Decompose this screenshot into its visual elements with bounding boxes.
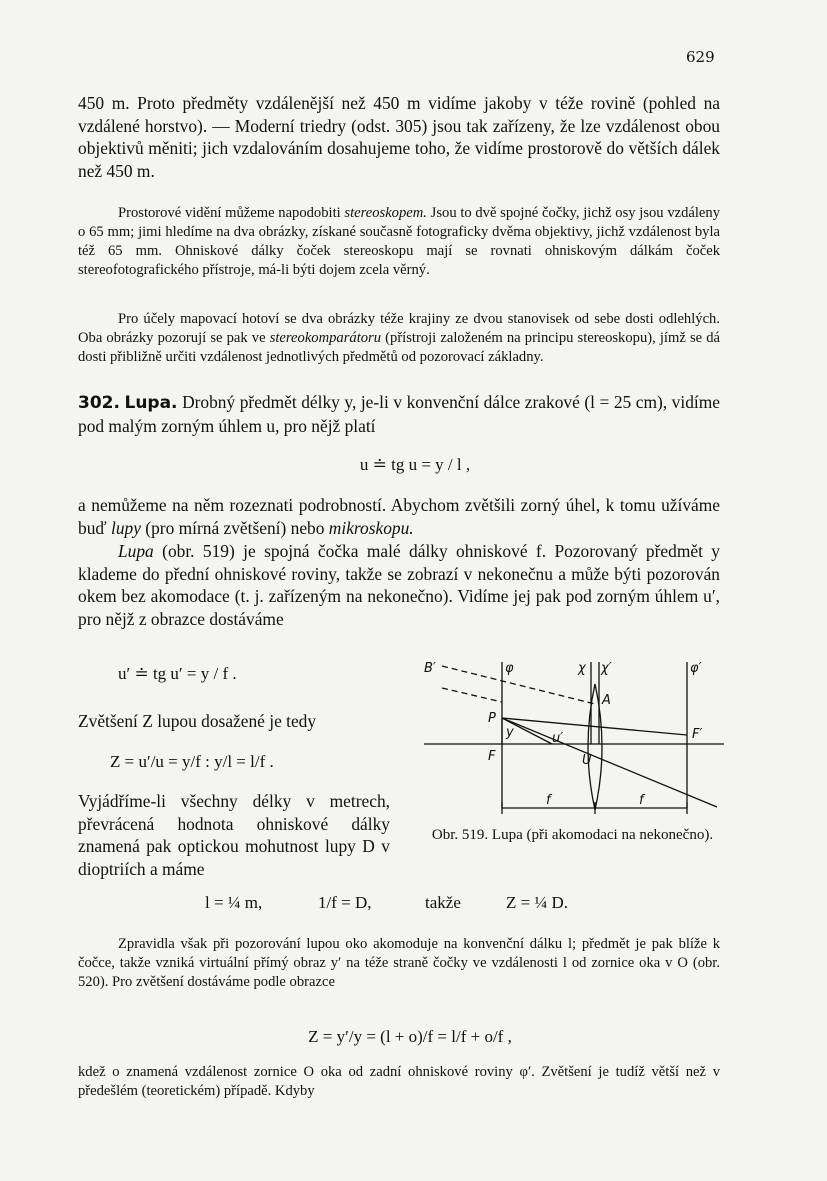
term-stereokomparator: stereokomparátoru: [269, 330, 382, 346]
label-a: A: [602, 693, 611, 708]
label-phi: φ: [505, 661, 514, 676]
ray-2: [502, 718, 717, 807]
label-b-prime: B′: [424, 661, 436, 676]
label-dim-f1: f: [546, 793, 551, 808]
paragraph-triedry: 450 m. Proto předměty vzdálenější než 450 m vidíme jakoby v téže rovině (pohled na vzdálené horstvo). — Moderní triedry (odst. 305) jsou tak zařízeny, že lze vzdálenost obou objektivů měniti; jich vzdalováním dosahujeme toho, že vidíme prostorově do větších dálek než 450 m.: [78, 93, 720, 181]
label-dim-f2: f: [639, 793, 644, 808]
equation-5: Z = y′/y = (l + o)/f = l/f + o/f ,: [308, 1027, 512, 1046]
paragraph-zorny-uhel: a nemůžeme na něm rozeznati podrobností. Abychom zvětšili zorný úhel, k tomu užíváme buď lupy (pro mírná zvětšení) nebo mikroskopu.: [78, 495, 720, 538]
paragraph-dioptrie: Vyjádříme-li všechny délky v metrech, převrácená hodnota ohniskové dálky znamená pak optickou mohutnost lupy D v dioptriích a máme: [78, 791, 390, 879]
paragraph-zvetseni: Zvětšení Z lupou dosažené je tedy: [78, 711, 317, 731]
equation-4b: 1/f = D,: [318, 893, 372, 912]
term-stereoskop: stereoskopem.: [344, 205, 427, 221]
paragraph-zaver: kdež o znamená vzdálenost zornice O oka od zadní ohniskové roviny φ′. Zvětšení je tudíž větší než v předešlém (teoretickém) případě. Kdyby: [78, 1064, 720, 1099]
paragraph-akomodace: Zpravidla však při pozorování lupou oko akomoduje na konvenční dálku l; předmět je pak blíže k čočce, takže vzniká virtuální přímý obraz y′ na téže straně čočky ve vzdálenosti l od zornice oka v O (obr. 520). Pro zvětšení dostáváme podle obrazce: [78, 936, 720, 990]
label-u: U: [582, 753, 592, 768]
label-y: y: [506, 725, 514, 740]
label-chi-prime: χ′: [601, 661, 612, 676]
section-title: Lupa.: [124, 393, 178, 413]
equation-4c: takže: [425, 893, 461, 912]
ray-dashed-1: [442, 666, 595, 704]
figure-519: [412, 652, 730, 827]
equation-3: Z = u′/u = y/f : y/l = l/f .: [110, 752, 274, 771]
equation-4a: l = ¼ m,: [205, 893, 263, 912]
paragraph-stereoskop: Prostorové vidění můžeme napodobiti stereoskopem. Jsou to dvě spojné čočky, jichž osy jsou vzdáleny o 65 mm; jimi hledíme na dva obrázky, získané současně fotograficky dvěma objektivy, jichž vzdálenost byla též 65 mm. Ohniskové dálky čoček stereoskopu mají se rovnati ohniskovým dálkám čoček stereofotografického přístroje, má-li býti dojem zcela věrný.: [78, 205, 720, 278]
equation-2: u′ ≐ tg u′ = y / f .: [118, 664, 237, 683]
equation-1: u ≐ tg u = y / l ,: [359, 455, 471, 474]
ray-dashed-2: [442, 688, 502, 702]
paragraph-lupa-definice: Lupa (obr. 519) je spojná čočka malé dálky ohniskové f. Pozorovaný předmět y klademe do přední ohniskové roviny, takže se zobrazí v nekonečnu a může býti pozorován okem bez akomodace (t. j. zařízeným na nekonečno). Vidíme jej pak pod zorným úhlem u′, pro nějž z obrazce dostáváme: [78, 541, 720, 629]
label-f-back: F′: [692, 727, 703, 742]
label-chi: χ: [578, 661, 586, 676]
label-p: P: [488, 711, 496, 726]
paragraph-lupa-intro: 302. Lupa. Drobný předmět délky y, je-li v konvenční dálce zrakové (l = 25 cm), vidíme pod malým zorným úhlem u, pro nějž platí: [78, 392, 720, 436]
paragraph-stereokomparator: Pro účely mapovací hotoví se dva obrázky téže krajiny ze dvou stanovisek od sebe dosti odlehlých. Oba obrázky pozorují se pak ve stereokomparátoru (přístroji založeném na principu stereoskopu), jímž se dá dosti přibližně určiti vzdálenost jednotlivých předmětů od pozorovací základny.: [78, 311, 720, 365]
label-f-front: F: [488, 749, 496, 764]
label-phi-prime: φ′: [690, 661, 702, 676]
section-number: 302.: [78, 393, 120, 413]
page-number: 629: [686, 48, 715, 66]
figure-caption: Obr. 519. Lupa (při akomodaci na nekonečno).: [431, 827, 714, 843]
equation-4d: Z = ¼ D.: [506, 893, 568, 912]
label-u-prime: u′: [552, 731, 564, 746]
